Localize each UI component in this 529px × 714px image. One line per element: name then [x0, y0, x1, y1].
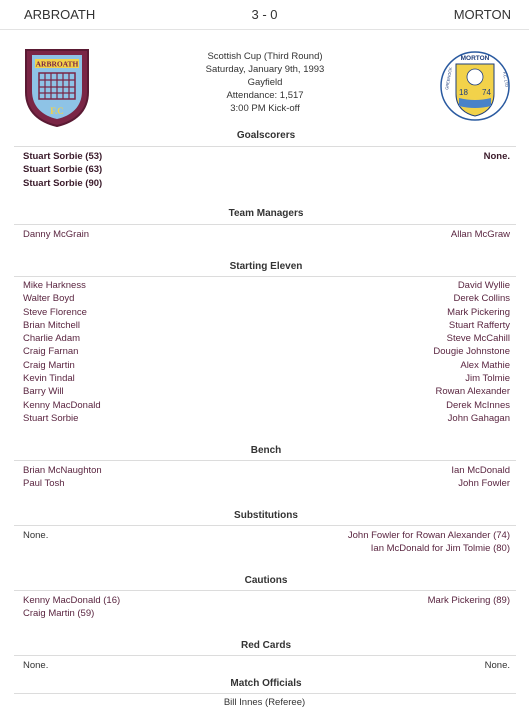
list-item[interactable]: Kenny MacDonald: [23, 399, 101, 411]
list-item: None.: [484, 660, 510, 671]
divider: [14, 146, 516, 147]
arbroath-crest-icon[interactable]: [22, 46, 92, 128]
list-item[interactable]: Mark Pickering (89): [427, 595, 510, 606]
referee-label: Bill Innes (Referee): [223, 697, 306, 708]
morton-crest-icon[interactable]: [439, 50, 511, 122]
match-header: [0, 0, 529, 30]
list-item[interactable]: Stuart Sorbie (90): [23, 177, 103, 189]
list-item[interactable]: John Fowler: [458, 478, 510, 490]
crest-home-initials: F.C: [50, 106, 64, 116]
divider: [14, 655, 516, 656]
list-item: None.: [23, 530, 49, 541]
list-item[interactable]: Derek Collins: [453, 293, 510, 305]
list-item[interactable]: Walter Boyd: [23, 293, 75, 305]
officials-title: Match Officials: [230, 678, 302, 689]
away-red-cards: [485, 659, 510, 672]
divider: [14, 276, 516, 277]
list-item[interactable]: Craig Martin (59): [23, 608, 95, 620]
venue-label[interactable]: Gayfield: [247, 77, 283, 88]
match-info: [150, 50, 380, 115]
list-item[interactable]: Allan McGraw: [450, 229, 510, 240]
list-item[interactable]: Ian McDonald: [451, 465, 510, 476]
home-bench: [23, 464, 102, 491]
list-item[interactable]: Stuart Sorbie (63): [23, 164, 103, 176]
away-substitutions: [348, 529, 510, 556]
cautions-title: Cautions: [244, 575, 288, 586]
crest-away-year-left: 18: [459, 88, 468, 97]
divider: [14, 525, 516, 526]
away-team-name[interactable]: MORTON: [453, 7, 511, 22]
list-item[interactable]: Kevin Tindal: [23, 373, 75, 385]
list-item[interactable]: Barry Will: [23, 386, 64, 398]
competition-label[interactable]: Scottish Cup (Third Round): [207, 51, 323, 62]
home-red-cards: [23, 659, 48, 672]
home-team-name[interactable]: ARBROATH: [24, 7, 96, 22]
home-substitutions: [23, 529, 48, 542]
list-item[interactable]: Craig Martin: [23, 359, 75, 371]
list-item[interactable]: Jim Tolmie: [465, 373, 510, 385]
crest-away-text: MORTON: [460, 55, 490, 62]
crest-away-side-left: GREENOCK: [444, 66, 453, 91]
list-item[interactable]: Alex Mathie: [460, 359, 510, 371]
list-item[interactable]: Kenny MacDonald (16): [23, 595, 121, 606]
list-item[interactable]: Brian McNaughton: [23, 465, 102, 476]
crest-away-side-right: F.C. LTD: [502, 71, 510, 88]
divider: [14, 590, 516, 591]
list-item[interactable]: Derek McInnes: [446, 399, 510, 411]
match-score: 3 - 0: [251, 7, 278, 22]
attendance-label: Attendance: 1,517: [226, 90, 304, 101]
list-item[interactable]: Craig Farnan: [23, 346, 79, 358]
red-cards-title: Red Cards: [240, 640, 291, 651]
list-item[interactable]: Paul Tosh: [23, 478, 65, 490]
divider: [14, 224, 516, 225]
list-item[interactable]: Mark Pickering: [447, 306, 510, 318]
list-item[interactable]: Ian McDonald for Jim Tolmie (80): [370, 543, 510, 555]
home-goalscorers: [23, 150, 102, 190]
list-item: None.: [23, 660, 49, 671]
list-item: None.: [483, 151, 510, 162]
list-item[interactable]: John Fowler for Rowan Alexander (74): [347, 530, 510, 541]
divider: [14, 693, 516, 694]
away-starting-eleven: [433, 279, 510, 425]
kickoff-label: 3:00 PM Kick-off: [230, 103, 300, 114]
substitutions-title: Substitutions: [234, 510, 298, 521]
list-item[interactable]: Mike Harkness: [23, 280, 86, 291]
list-item[interactable]: Steve McCahill: [446, 333, 510, 345]
goalscorers-title: Goalscorers: [236, 130, 296, 141]
away-goalscorers: [484, 150, 510, 163]
list-item[interactable]: Danny McGrain: [23, 229, 89, 240]
list-item[interactable]: David Wyllie: [457, 280, 510, 291]
divider: [14, 460, 516, 461]
list-item[interactable]: Stuart Sorbie: [23, 412, 79, 424]
crest-away-year-right: 74: [482, 88, 491, 97]
list-item[interactable]: Charlie Adam: [23, 333, 81, 345]
bench-title: Bench: [250, 445, 282, 456]
list-item[interactable]: Brian Mitchell: [23, 319, 81, 331]
list-item[interactable]: John Gahagan: [447, 412, 510, 424]
home-manager: [23, 228, 89, 241]
list-item[interactable]: Rowan Alexander: [435, 386, 510, 398]
list-item[interactable]: Stuart Rafferty: [448, 319, 510, 331]
away-manager: [451, 228, 510, 241]
crest-home-text: ARBROATH: [35, 59, 79, 69]
list-item[interactable]: Dougie Johnstone: [433, 346, 510, 358]
starting-eleven-title: Starting Eleven: [229, 261, 303, 272]
managers-title: Team Managers: [228, 208, 304, 219]
home-starting-eleven: [23, 279, 101, 425]
list-item[interactable]: Steve Florence: [23, 306, 87, 318]
away-bench: [451, 464, 510, 491]
away-cautions: [428, 594, 510, 607]
match-date: Saturday, January 9th, 1993: [205, 64, 325, 75]
list-item[interactable]: Stuart Sorbie (53): [23, 151, 103, 162]
home-cautions: [23, 594, 120, 621]
